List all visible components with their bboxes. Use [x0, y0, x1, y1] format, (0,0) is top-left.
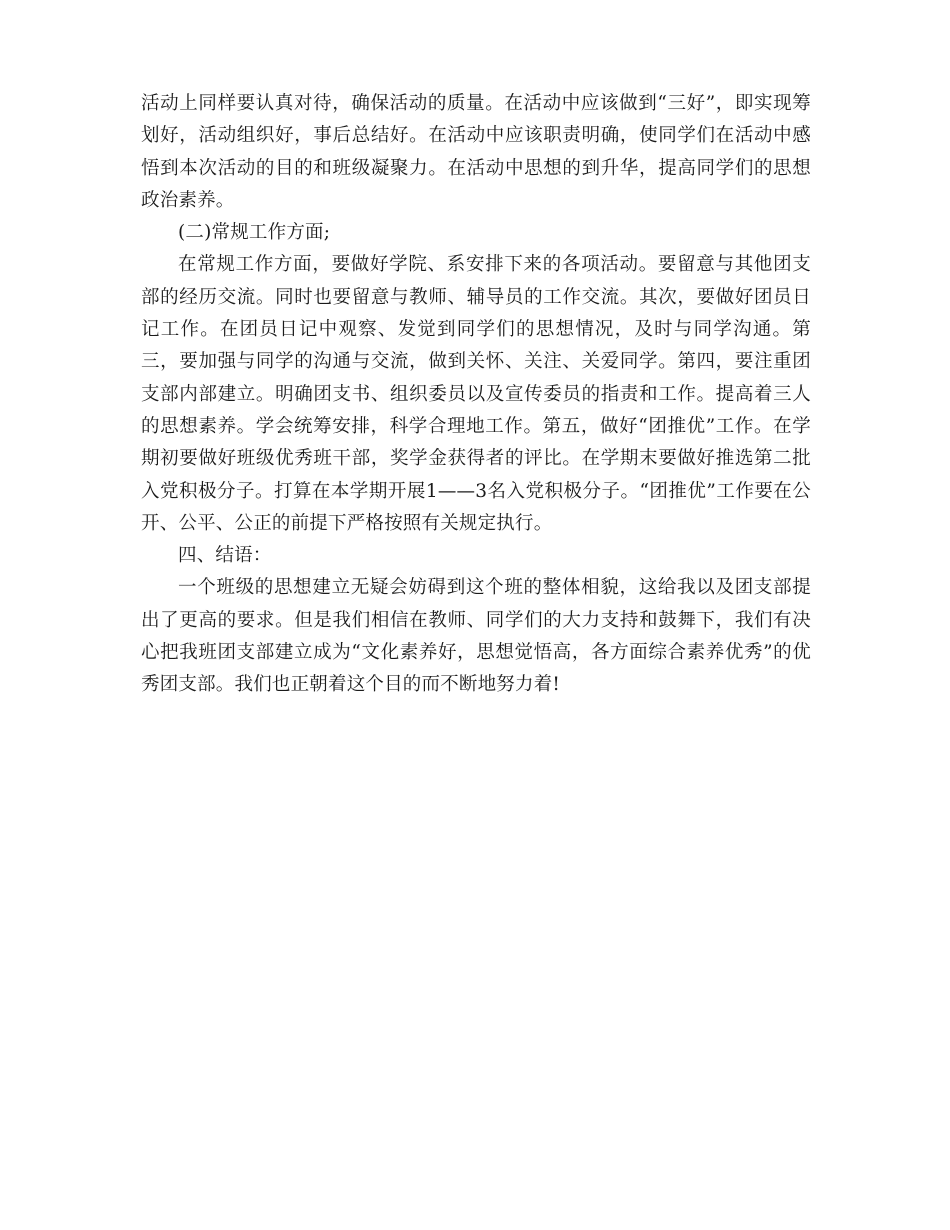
document-body [141, 88, 811, 702]
paragraph-routine-work: 在常规工作方面，要做好学院、系安排下来的各项活动。要留意与其他团支部的经历交流。同时也要留意与教师、辅导员的工作交流。其次，要做好团员日记工作。在团员日记中观察、发觉到同学们的思想情况，及时与同学沟通。第三，要加强与同学的沟通与交流，做到关怀、关注、关爱同学。第四，要注重团支部内部建立。明确团支书、组织委员以及宣传委员的指责和工作。提高着三人的思想素养。学会统筹安排，科学合理地工作。第五，做好“团推优”工作。在学期初要做好班级优秀班干部，奖学金获得者的评比。在学期末要做好推选第二批入党积极分子。打算在本学期开展1——3名入党积极分子。“团推优”工作要在公开、公平、公正的前提下严格按照有关规定执行。 [141, 254, 811, 534]
paragraph-conclusion: 一个班级的思想建立无疑会妨碍到这个班的整体相貌，这给我以及团支部提出了更高的要求。但是我们相信在教师、同学们的大力支持和鼓舞下，我们有决心把我班团支部建立成为“文化素养好，思想觉悟高，各方面综合素养优秀”的优秀团支部。我们也正朝着这个目的而不断地努力着! [141, 577, 811, 696]
paragraph-activity-quality: 活动上同样要认真对待，确保活动的质量。在活动中应该做到“三好”，即实现筹划好，活动组织好，事后总结好。在活动中应该职责明确，使同学们在活动中感悟到本次活动的目的和班级凝聚力。在活动中思想的到升华，提高同学们的思想政治素养。 [141, 93, 811, 211]
heading-routine-work: (二)常规工作方面; [178, 222, 331, 244]
heading-conclusion: 四、结语： [178, 545, 272, 567]
